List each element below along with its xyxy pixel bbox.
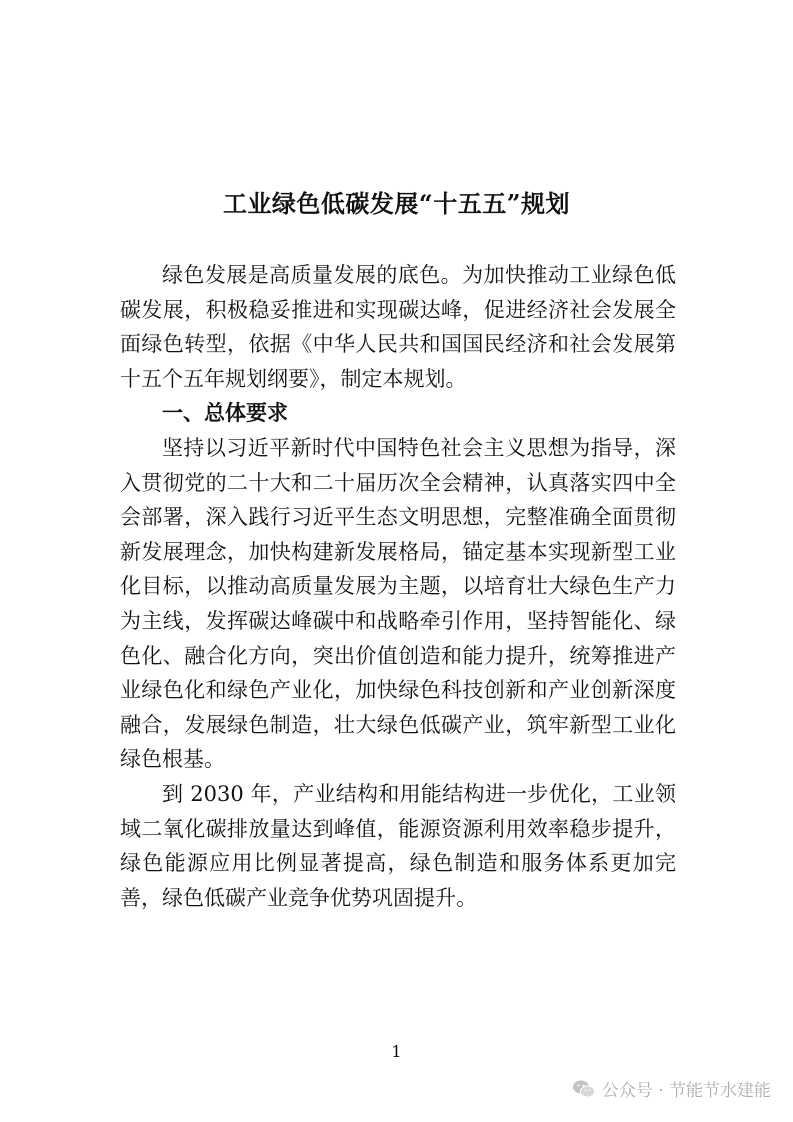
page-number: 1: [391, 1042, 402, 1061]
intro-paragraph: 绿色发展是高质量发展的底色。为加快推动工业绿色低碳发展，积极稳妥推进和实现碳达峰，促进经济社会发展全面绿色转型，依据《中华人民共和国国民经济和社会发展第十五个五年规划纲要》，制定本规划。: [120, 263, 676, 391]
goals-2030-paragraph: 到 2030 年，产业结构和用能结构进一步优化，工业领域二氧化碳排放量达到峰值，能源资源利用效率稳步提升，绿色能源应用比例显著提高，绿色制造和服务体系更加完善，绿色低碳产业竞争优势巩固提升。: [120, 781, 676, 910]
watermark: [572, 1076, 771, 1101]
wechat-icon: [572, 1079, 596, 1099]
section-heading: 一、总体要求: [162, 400, 288, 426]
guiding-ideology-paragraph: 坚持以习近平新时代中国特色社会主义思想为指导，深入贯彻党的二十大和二十届历次全会精神，认真落实四中全会部署，深入践行习近平生态文明思想，完整准确全面贯彻新发展理念，加快构建新发展格局，锚定基本实现新型工业化目标，以推动高质量发展为主题，以培育壮大绿色生产力为主线，发挥碳达峰碳中和战略牵引作用，坚持智能化、绿色化、融合化方向，突出价值创造和能力提升，统筹推进产业绿色化和绿色产业化，加快绿色科技创新和产业创新深度融合，发展绿色制造，壮大绿色低碳产业，筑牢新型工业化绿色根基。: [120, 435, 676, 772]
page-title: 工业绿色低碳发展“十五五”规划: [222, 189, 571, 218]
document-body: [120, 258, 676, 915]
watermark-text: 公众号 · 节能节水建能: [601, 1081, 771, 1101]
